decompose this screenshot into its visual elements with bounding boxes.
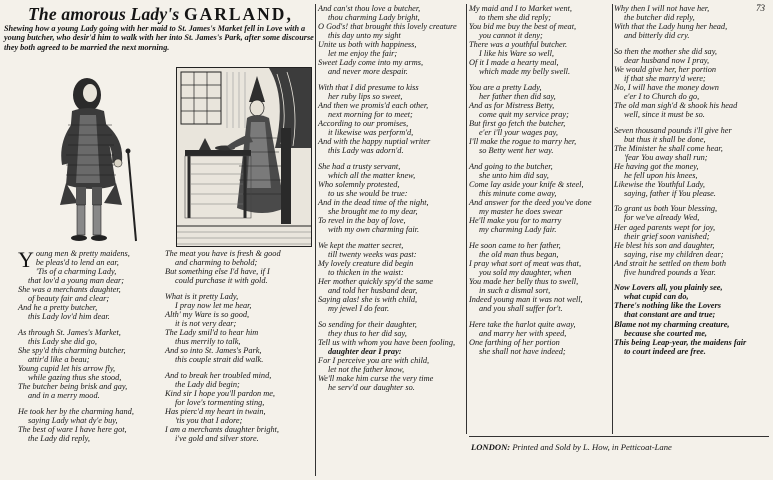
verse-line: 'Tis of a charming Lady, bbox=[35, 267, 117, 277]
final-stanza bbox=[614, 283, 764, 355]
verse-line: Unite us both with happiness, bbox=[318, 40, 417, 50]
verse-line: the Lady did begin; bbox=[175, 379, 240, 389]
verse-line: my jewel I do fear. bbox=[328, 303, 390, 313]
verse-line: let not the father know, bbox=[328, 364, 405, 374]
verse-line: e'er i'll your wages pay, bbox=[479, 128, 558, 138]
verse-line: 'fear You away shall run; bbox=[624, 152, 708, 162]
verse-line: Saying alas! she is with child, bbox=[318, 294, 418, 304]
verse-line: My lovely creature did begin bbox=[318, 258, 414, 268]
verse-line: To grant us both Your blessing, bbox=[614, 204, 718, 214]
verse-line: Come lay aside your knife & steel, bbox=[469, 179, 584, 189]
verse-line: which all the matter knew, bbox=[328, 170, 416, 180]
stanza bbox=[469, 241, 617, 313]
verse-line: I am a merchants daughter bright, bbox=[165, 424, 279, 434]
column-divider bbox=[315, 4, 316, 476]
verse-line: her ruby lips so sweet, bbox=[328, 91, 403, 101]
verse-line: be pleas'd to lend an ear, bbox=[35, 258, 119, 268]
verse-column-1 bbox=[18, 249, 166, 449]
verse-line: oung men & pretty maidens, bbox=[35, 249, 130, 258]
verse-line: No, I will have the money down bbox=[614, 82, 719, 92]
verse-line: We kept the matter secret, bbox=[318, 240, 404, 250]
stanza bbox=[318, 83, 468, 155]
verse-line: Has pierc'd my heart in twain, bbox=[165, 406, 266, 416]
verse-line: which made my belly swell. bbox=[479, 67, 571, 77]
verse-line: We would give her, her portion bbox=[614, 64, 717, 74]
verse-line: For I perceive you are with child, bbox=[318, 355, 430, 365]
verse-line: According to our promises, bbox=[318, 119, 409, 129]
stanza bbox=[165, 371, 315, 443]
verse-line: Who solemnly protested, bbox=[318, 179, 400, 189]
verse-line: in such a dismal sort, bbox=[479, 285, 551, 295]
verse-line: she unto him did say, bbox=[479, 170, 549, 180]
verse-line: And going to the butcher, bbox=[469, 161, 553, 171]
verse-line: to us she would be true: bbox=[328, 188, 408, 198]
verse-line: But first go fetch the butcher, bbox=[469, 119, 566, 129]
verse-line: So then the mother she did say, bbox=[614, 46, 718, 56]
verse-column-3 bbox=[318, 4, 468, 398]
stanza bbox=[165, 249, 315, 285]
verse-line: And answer for the deed you've done bbox=[469, 197, 592, 207]
verse-line: and you shall suffer for't. bbox=[479, 303, 563, 313]
verse-line: He having got the money, bbox=[614, 161, 699, 171]
verse-line: thou charming Lady bright, bbox=[328, 13, 420, 23]
verse-line: to them she did reply; bbox=[479, 13, 552, 23]
verse-line: saying, rise my children dear; bbox=[624, 249, 724, 259]
verse-line: the Lady did reply, bbox=[28, 433, 90, 443]
verse-line: the butcher did reply, bbox=[624, 13, 695, 23]
verse-line: but thus it shall be done, bbox=[624, 134, 706, 144]
verse-line: and in a merry mood. bbox=[28, 391, 100, 401]
verse-line: this day unto my sight bbox=[328, 31, 401, 41]
stanza bbox=[318, 241, 468, 313]
verse-line: To revel in the bay of love, bbox=[318, 216, 406, 226]
stanza bbox=[469, 162, 617, 234]
verse-line: What is it pretty Lady, bbox=[165, 291, 239, 301]
verse-line: my charming Lady fair. bbox=[479, 225, 557, 235]
verse-line: Her mother quickly spy'd the same bbox=[318, 276, 433, 286]
verse-line: And so into St. James's Park, bbox=[165, 345, 262, 355]
verse-line: 'tis you that I adore; bbox=[175, 415, 243, 425]
verse-line: and never more despair. bbox=[328, 67, 408, 77]
verse-line: dear husband now I pray, bbox=[624, 55, 710, 65]
verse-line: this couple strait did walk. bbox=[175, 355, 264, 365]
title-prefix: The amorous Lady's bbox=[28, 4, 180, 24]
verse-line: This being Leap-year, the maidens fair bbox=[614, 337, 747, 347]
stanza bbox=[614, 204, 764, 276]
verse-line: Blame not my charming creature, bbox=[614, 319, 730, 329]
verse-line: Alth' my Ware is so good, bbox=[165, 309, 250, 319]
verse-line: And in the dead time of the night, bbox=[318, 197, 429, 207]
verse-line: you cannot it deny; bbox=[479, 31, 543, 41]
verse-line: to thicken in the waist: bbox=[328, 267, 404, 277]
verse-line: Young cupid let his arrow fly, bbox=[18, 364, 116, 374]
verse-line: Indeed young man it was not well, bbox=[469, 294, 583, 304]
ballad-title bbox=[28, 4, 328, 25]
stanza bbox=[165, 292, 315, 364]
verse-line: this minute come away, bbox=[479, 188, 557, 198]
verse-line: There's nothing like the Lovers bbox=[614, 301, 721, 311]
verse-line: daughter dear I pray: bbox=[328, 346, 402, 356]
verse-line: Tell us with whom you have been fooling, bbox=[318, 337, 456, 347]
verse-line: He soon came to her father, bbox=[469, 240, 561, 250]
verse-line: Now Lovers all, you plainly see, bbox=[614, 283, 723, 293]
verse-line: and charming to behold; bbox=[175, 258, 258, 268]
verse-line: while gazing thus she stood, bbox=[28, 373, 122, 383]
verse-line: this Lady lov'd him dear. bbox=[28, 312, 110, 322]
verse-line: The Lady smil'd to hear him bbox=[165, 327, 259, 337]
imprint-text: Printed and Sold by L. How, in Petticoat-Lane bbox=[512, 442, 672, 452]
lady-at-table-woodcut-icon bbox=[177, 68, 311, 246]
verse-line: So sending for their daughter, bbox=[318, 319, 417, 329]
verse-line: you sold my daughter, when bbox=[479, 267, 572, 277]
verse-line: Why then I will not have her, bbox=[614, 4, 710, 13]
page-number: 73 bbox=[756, 3, 765, 13]
verse-line: I'll make the rogue to marry her, bbox=[469, 137, 577, 147]
stanza bbox=[469, 4, 617, 76]
gentleman-woodcut bbox=[4, 65, 164, 250]
verse-line: He blest his son and daughter, bbox=[614, 240, 715, 250]
verse-line: what cupid can do, bbox=[624, 292, 689, 302]
lady-at-table-woodcut bbox=[176, 67, 312, 247]
stanza bbox=[318, 4, 468, 76]
verse-line: I pray now let me hear, bbox=[175, 300, 252, 310]
verse-line: The best of ware I have here got, bbox=[18, 424, 127, 434]
verse-line: for we've already Wed, bbox=[624, 213, 700, 223]
verse-line: she shall not have indeed; bbox=[479, 346, 566, 356]
verse-line: And can'st thou love a butcher, bbox=[318, 4, 421, 13]
verse-line: attir'd like a beau; bbox=[28, 355, 90, 365]
verse-line: One farthing of her portion bbox=[469, 337, 560, 347]
verse-column-2 bbox=[165, 249, 315, 449]
stanza bbox=[18, 249, 166, 321]
verse-line: She was a merchants daughter, bbox=[18, 285, 121, 295]
verse-line: But something else I'd have, if I bbox=[165, 267, 270, 277]
verse-line: My maid and I to Market went, bbox=[469, 4, 572, 13]
verse-line: The butcher being brisk and gay, bbox=[18, 382, 128, 392]
verse-line: the old man thus began, bbox=[479, 249, 559, 259]
verse-line: till twenty weeks was past: bbox=[328, 249, 417, 259]
verse-line: he serv'd our daughter so. bbox=[328, 382, 415, 392]
imprint-city: LONDON: bbox=[471, 442, 511, 452]
verse-line: Likewise the Youthful Lady, bbox=[614, 179, 705, 189]
verse-line: it likewise was perform'd, bbox=[328, 128, 414, 138]
verse-line: I like his Ware so well, bbox=[479, 49, 554, 59]
verse-line: come quit my service pray; bbox=[479, 110, 569, 120]
stanza bbox=[18, 407, 166, 443]
verse-line: Here take the harlot quite away, bbox=[469, 319, 576, 329]
ballad-subtitle: Shewing how a young Lady going with her maid to St. James's Market fell in Love with a young butcher, who desir'd him to walk with her into St. James's Park, after some discourse they both agreed to be married the next morning. bbox=[4, 24, 314, 52]
stanza bbox=[614, 126, 764, 198]
verse-column-5 bbox=[614, 4, 764, 362]
verse-line: Sweet Lady come into my arms, bbox=[318, 58, 424, 68]
verse-line: And strait he settled on them both bbox=[614, 258, 726, 268]
verse-line: and told her husband dear, bbox=[328, 285, 418, 295]
stanza bbox=[614, 4, 764, 40]
verse-line: that constant are and true; bbox=[624, 310, 716, 320]
verse-line: She spy'd this charming butcher, bbox=[18, 345, 126, 355]
gentleman-woodcut-icon bbox=[4, 65, 164, 250]
verse-line: if that she marry'd were; bbox=[624, 73, 706, 83]
verse-line: and marry her with speed, bbox=[479, 328, 567, 338]
verse-line: Her aged parents wept for joy, bbox=[614, 222, 716, 232]
verse-line: thus merrily to talk, bbox=[175, 336, 241, 346]
verse-line: i've gold and silver store. bbox=[175, 433, 259, 443]
verse-line: And he a pretty butcher, bbox=[18, 303, 98, 313]
stanza bbox=[318, 320, 468, 392]
verse-line: well, since it must be so. bbox=[624, 110, 705, 120]
stanza bbox=[469, 83, 617, 155]
stanza bbox=[18, 328, 166, 400]
verse-line: He took her by the charming hand, bbox=[18, 406, 134, 416]
verse-line: their grief soon vanished; bbox=[624, 231, 710, 241]
verse-line: The old man sigh'd & shook his head bbox=[614, 100, 738, 110]
verse-line: my master he does swear bbox=[479, 206, 563, 216]
verse-line: She had a trusty servant, bbox=[318, 161, 401, 171]
verse-line: to court indeed are free. bbox=[624, 346, 706, 356]
stanza bbox=[318, 162, 468, 234]
verse-line: saying Lady what dy'e buy, bbox=[28, 415, 118, 425]
verse-line: And then we promis'd each other, bbox=[318, 100, 429, 110]
column-divider bbox=[466, 4, 467, 434]
verse-line: so Betty went her way. bbox=[479, 146, 554, 156]
column-divider bbox=[612, 4, 613, 434]
verse-line: next morning for to meet; bbox=[328, 110, 413, 120]
verse-line: it is not very dear; bbox=[175, 318, 237, 328]
verse-line: Seven thousand pounds i'll give her bbox=[614, 125, 732, 135]
verse-line: could purchase it with gold. bbox=[175, 276, 268, 286]
verse-line: There was a youthful butcher. bbox=[469, 40, 568, 50]
stanza bbox=[469, 320, 617, 356]
verse-line: I pray what sort of meat was that, bbox=[469, 258, 582, 268]
verse-line: e'er I to Church do go, bbox=[624, 91, 700, 101]
verse-line: let me enjoy the fair; bbox=[328, 49, 398, 59]
verse-line: O God's! that brought this lovely creature bbox=[318, 22, 457, 32]
verse-line: of beauty fair and clear; bbox=[28, 294, 110, 304]
verse-line: five hundred pounds a Year. bbox=[624, 267, 716, 277]
printer-imprint bbox=[471, 442, 771, 452]
verse-line: Kind sir I hope you'll pardon me, bbox=[165, 388, 276, 398]
verse-line: The Minister he shall come hear, bbox=[614, 143, 723, 153]
stanza bbox=[614, 47, 764, 119]
verse-line: He'll make you for to marry bbox=[469, 216, 562, 226]
drop-cap: Y bbox=[18, 247, 34, 272]
verse-line: As through St. James's Market, bbox=[18, 327, 121, 337]
title-main: GARLAND, bbox=[183, 4, 293, 24]
verse-line: And to break her troubled mind, bbox=[165, 370, 272, 380]
verse-line: And as for Mistress Betty, bbox=[469, 100, 555, 110]
verse-line: And with the happy nuptial writer bbox=[318, 137, 431, 147]
verse-line: she brought me to my dear, bbox=[328, 206, 418, 216]
verse-line: this Lady she did go, bbox=[28, 336, 97, 346]
verse-line: Of it I made a hearty meal, bbox=[469, 58, 559, 68]
verse-line: with my own charming fair. bbox=[328, 225, 420, 235]
verse-line: We'll make him curse the very time bbox=[318, 373, 434, 383]
verse-line: for love's tormenting sting, bbox=[175, 397, 265, 407]
verse-line: You are a pretty Lady, bbox=[469, 82, 542, 92]
verse-line: they thus to her did say, bbox=[328, 328, 407, 338]
verse-line: You bid me buy the best of meat, bbox=[469, 22, 577, 32]
verse-line: and bitterly did cry. bbox=[624, 31, 690, 41]
verse-line: this Lady was adorn'd. bbox=[328, 146, 404, 156]
verse-line: saying, father if You please. bbox=[624, 188, 716, 198]
verse-line: You made her belly thus to swell, bbox=[469, 276, 579, 286]
verse-line: he fell upon his knees, bbox=[624, 170, 698, 180]
verse-line: The meat you have is fresh & good bbox=[165, 249, 281, 258]
verse-line: because she courted me, bbox=[624, 328, 707, 338]
verse-line: With that the Lady hung her head, bbox=[614, 22, 728, 32]
imprint-rule bbox=[469, 436, 769, 437]
verse-column-4 bbox=[469, 4, 617, 362]
verse-line: her father then did say, bbox=[479, 91, 556, 101]
verse-line: With that I did presume to kiss bbox=[318, 82, 419, 92]
verse-line: that lov'd a young man dear; bbox=[28, 276, 125, 286]
